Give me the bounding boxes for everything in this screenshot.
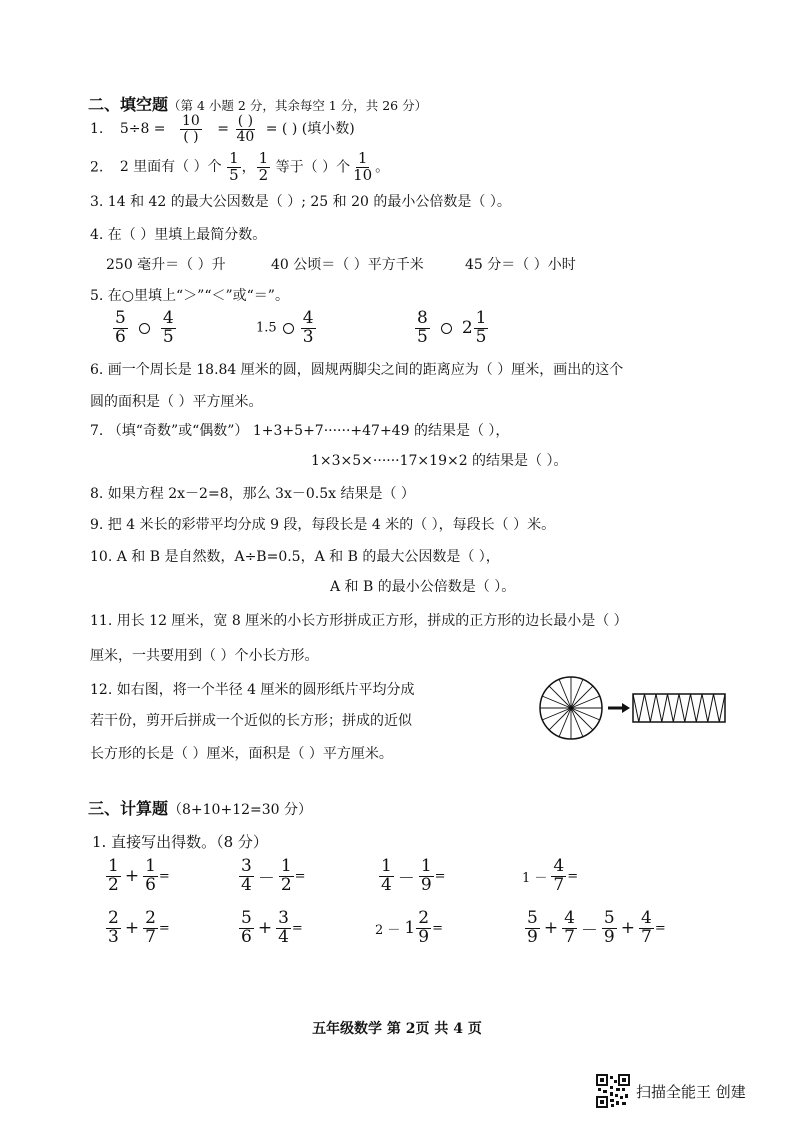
e4-lead: 1 － [522,870,548,886]
e5-n2: 2 [145,908,156,928]
e6-d1: 6 [241,926,252,947]
e5-d2: 7 [145,926,156,947]
e2-op: － [257,868,275,889]
e5-d1: 3 [108,926,119,947]
e4-d2: 7 [553,874,565,895]
calc-expr-8 [524,910,666,947]
e1-frac-2 [143,858,158,895]
e8-op3: + [620,918,635,939]
e6-n1: 5 [241,908,252,928]
e3-op: － [397,868,415,889]
section-2-note: （第 4 小题 2 分，其余每空 1 分，共 26 分） [168,98,428,113]
e2-frac-2 [279,858,294,895]
e2-n2: 1 [280,856,292,876]
e6-n2: 3 [278,908,289,928]
q1-expr: 5÷8 = [119,121,166,138]
q1-f2-denominator: 40 [236,128,255,145]
q1-f2-numerator: ( ) [237,113,254,129]
q2-number: 2. [90,159,104,176]
question-12-line-1: 12. 如右图，将一个半径 4 厘米的圆形纸片平均分成 [90,682,415,698]
calc-expr-1 [105,858,170,895]
q5c-left-denominator: 5 [417,326,428,347]
e6-op: + [257,918,273,939]
section-2-title: 二、填空题 [88,95,169,114]
q5c-left-numerator: 8 [417,308,428,328]
question-10-line-1: 10. A 和 B 是自然数，A÷B=0.5，A 和 B 的最大公因数是（ ）， [90,549,500,565]
question-10-line-2: A 和 B 的最小公倍数是（ ）。 [330,579,516,595]
q4-item-2: 40 公顷＝（ ）平方千米 [271,257,424,273]
q5c-right-fraction [474,310,489,347]
e1-n2: 1 [145,856,156,876]
e8-n3: 5 [603,908,615,928]
e6-frac-2 [276,910,291,947]
e6-eq: = [291,920,303,936]
e2-d1: 4 [241,874,252,895]
e5-op: + [124,918,140,939]
e7-eq: = [432,920,443,936]
e1-eq: = [158,868,170,884]
compare-circle[interactable] [283,323,294,334]
q2-f3-numerator: 1 [357,149,368,167]
calc-expr-5 [105,910,170,947]
e8-n2: 4 [564,908,575,928]
q2-text-a: 2 里面有（ ）个 [119,159,222,176]
calc-task-title: 1. 直接写出得数。（8 分） [92,833,268,851]
e7-n2: 2 [418,908,430,928]
q5a-left-numerator: 5 [115,308,126,328]
q1-fraction-2 [234,114,256,144]
question-8: 8. 如果方程 2x－2=8，那么 3x－0.5x 结果是（ ） [90,486,415,502]
q5b-right-denominator: 3 [302,326,314,347]
e4-eq: = [567,868,579,884]
divided-circle-icon [540,677,602,739]
q5c-right-denominator: 5 [475,326,487,347]
e2-d2: 2 [280,874,292,895]
question-4-title: 4. 在（ ）里填上最简分数。 [90,227,267,243]
compare-circle[interactable] [139,323,150,334]
calc-expr-4 [522,858,578,895]
q2-f1-denominator: 5 [229,165,239,184]
q5a-right-fraction [161,310,176,347]
question-11-line-2: 厘米，一共要用到（ ）个小长方形。 [90,648,319,664]
q5c-mixed-number [462,310,490,347]
section-2-heading [88,96,427,115]
e2-eq: = [294,868,306,884]
e7-lead: 2 － [375,922,401,938]
e5-frac-2 [143,910,158,947]
q2-sep: ， [241,159,256,176]
q1-f1-denominator: ( ) [183,128,199,145]
q5-compare-b [256,310,317,347]
e7-d2: 9 [418,926,430,947]
e1-op: + [124,866,140,887]
question-5-title: 5. 在○里填上“＞”“＜”或“＝”。 [90,288,289,304]
e8-d1: 9 [527,926,538,947]
e3-d2: 9 [420,874,432,895]
e5-frac-1 [106,910,121,947]
e2-n1: 3 [241,856,252,876]
q5a-right-denominator: 5 [162,326,174,347]
e8-n1: 5 [527,908,538,928]
question-7-line-1: 7. （填“奇数”或“偶数”） 1+3+5+7······+47+49 的结果是（ ）， [90,423,510,439]
q2-text-b: 等于（ ）个 [275,159,351,176]
section-3-note: （8+10+12=30 分） [168,802,313,818]
q2-fraction-1 [227,151,241,184]
q1-number: 1. [90,121,104,138]
q5b-right-fraction [301,310,316,347]
question-12-line-2: 若干份，剪开后拼成一个近似的长方形；拼成的近似 [90,713,412,729]
e5-eq: = [158,920,170,936]
question-2 [90,151,389,184]
q1-equals: = [217,121,230,138]
e8-frac-3 [602,910,617,947]
e4-frac [551,858,566,895]
question-6-line-1: 6. 画一个周长是 18.84 厘米的圆，圆规两脚尖之间的距离应为（ ）厘米，画出的这个 [90,362,624,378]
e8-op2: － [580,920,598,941]
e8-d3: 9 [603,926,615,947]
e8-n4: 4 [640,908,652,928]
question-3: 3. 14 和 42 的最大公因数是（ ）; 25 和 20 的最小公倍数是（ ）。 [90,194,511,210]
right-arrow-icon [608,703,630,713]
e3-frac-1 [379,858,394,895]
e3-frac-2 [419,858,434,895]
q2-f1-numerator: 1 [229,149,239,167]
e6-d2: 4 [278,926,289,947]
question-12-line-3: 长方形的长是（ ）厘米，面积是（ ）平方厘米。 [90,746,393,762]
q4-item-3: 45 分＝（ ）小时 [465,257,576,273]
calc-expr-3 [378,858,446,895]
q5b-left-value: 1.5 [256,320,277,336]
e8-frac-4 [639,910,654,947]
q1-f1-numerator: 10 [182,113,200,129]
e3-n2: 1 [420,856,432,876]
q5c-right-numerator: 1 [475,308,487,328]
page-footer: 五年级数学 第 2页 共 4 页 [312,1021,482,1037]
q2-fraction-2 [257,151,271,184]
q5b-right-numerator: 4 [302,308,314,328]
e5-n1: 2 [108,908,119,928]
circle-to-rectangle-figure [536,672,728,744]
e1-frac-1 [106,858,121,895]
q5-compare-c [414,310,489,347]
q5-compare-a [112,310,177,347]
question-11-line-1: 11. 用长 12 厘米，宽 8 厘米的小长方形拼成正方形，拼成的正方形的边长最小是（ ） [90,613,628,629]
e4-n2: 4 [553,856,565,876]
e7-frac [416,910,431,947]
q2-end: 。 [375,159,390,176]
q5a-left-fraction [113,310,128,347]
section-3-title: 三、计算题 [88,799,169,818]
section-3-heading [88,800,312,819]
q5c-left-fraction [415,310,430,347]
q1-tail: = ( ) (填小数) [265,121,355,138]
scanner-watermark-text: 扫描全能王 创建 [636,1082,746,1101]
q2-f3-denominator: 10 [353,165,373,184]
approx-rectangle-icon [633,694,725,722]
e8-frac-1 [525,910,540,947]
scanner-watermark [596,1074,746,1108]
e1-d2: 6 [145,874,156,895]
calc-expr-2 [238,858,306,895]
calc-expr-6 [238,910,303,947]
e8-d2: 7 [564,926,575,947]
e2-frac-1 [239,858,254,895]
e8-d4: 7 [640,926,652,947]
calc-expr-7 [375,910,443,947]
e3-d1: 4 [381,874,392,895]
question-1 [90,114,355,144]
e3-eq: = [434,868,446,884]
q5a-right-numerator: 4 [162,308,174,328]
q2-f2-numerator: 1 [258,149,269,167]
compare-circle[interactable] [441,323,452,334]
e6-frac-1 [239,910,254,947]
q4-item-1: 250 毫升＝（ ）升 [106,257,226,273]
question-6-line-2: 圆的面积是（ ）平方厘米。 [90,394,263,410]
e8-frac-2 [562,910,577,947]
e3-n1: 1 [381,856,392,876]
question-7-line-2: 1×3×5×······17×19×2 的结果是（ ）。 [311,453,568,469]
e8-op1: + [543,918,559,939]
question-9: 9. 把 4 米长的彩带平均分成 9 段，每段长是 4 米的（ ），每段长（ ）米。 [90,517,556,533]
q1-fraction-1 [180,114,202,144]
qr-code-icon [596,1074,630,1108]
q5c-whole: 2 [461,318,473,339]
q5a-left-denominator: 6 [115,326,126,347]
e1-d1: 2 [108,874,119,895]
q2-f2-denominator: 2 [258,165,269,184]
q2-fraction-3 [351,151,374,184]
e7-whole: 1 [404,918,416,939]
e1-n1: 1 [108,856,119,876]
e8-eq: = [654,920,666,936]
